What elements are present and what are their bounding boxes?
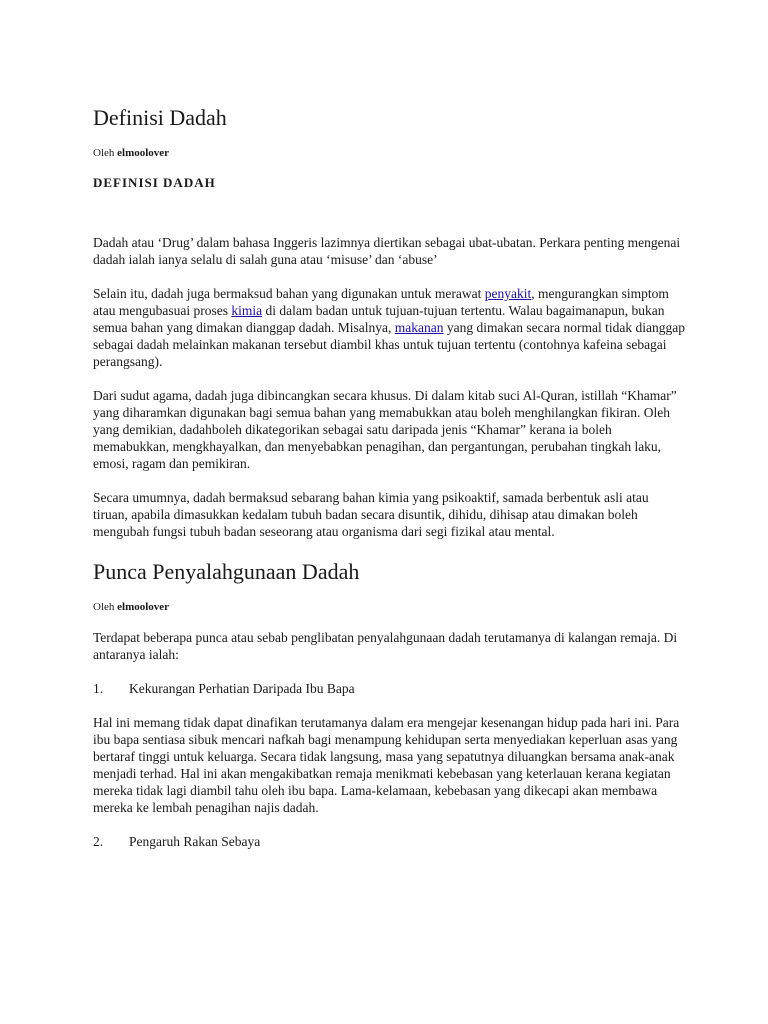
byline-prefix: Oleh — [93, 147, 118, 159]
list-item-text: Kekurangan Perhatian Daripada Ibu Bapa — [129, 681, 355, 696]
byline — [93, 600, 685, 614]
paragraph-text: Selain itu, dadah juga bermaksud bahan yang digunakan untuk merawat — [93, 286, 485, 301]
document-content — [93, 104, 685, 850]
list-item — [93, 833, 685, 850]
paragraph: Secara umumnya, dadah bermaksud sebarang bahan kimia yang psikoaktif, samada berbentuk asli atau tiruan, apabila dimasukkan kedalam tubuh badan secara disuntik, dihidu, dihisap atau dimakan boleh mengubah fungsi tubuh badan seseorang atau organisma dari segi fizikal atau mental. — [93, 490, 649, 539]
author-name: elmoolover — [117, 601, 170, 613]
paragraph-text: yang dimakan secara normal tidak dianggap sebagai dadah melainkan makanan tersebut diambil khas untuk tujuan tertentu (contohnya kafeina sebagai perangsang). — [93, 320, 685, 369]
list-number: 1. — [93, 681, 104, 696]
author-name: elmoolover — [117, 147, 170, 159]
link-kimia[interactable]: kimia — [231, 303, 263, 318]
article-title: Definisi Dadah — [93, 105, 227, 130]
byline-prefix: Oleh — [93, 601, 118, 613]
list-item-text: Pengaruh Rakan Sebaya — [129, 834, 261, 849]
list-number: 2. — [93, 834, 104, 849]
paragraph: Dadah atau ‘Drug’ dalam bahasa Inggeris lazimnya diertikan sebagai ubat-ubatan. Perkara penting mengenai dadah ialah ianya selalu di salah guna atau ‘misuse’ dan ‘abuse’ — [93, 235, 681, 267]
link-penyakit[interactable]: penyakit — [484, 286, 532, 301]
article-title: Punca Penyalahgunaan Dadah — [93, 559, 360, 584]
section-subheading: DEFINISI DADAH — [93, 175, 216, 190]
paragraph: Dari sudut agama, dadah juga dibincangkan secara khusus. Di dalam kitab suci Al-Quran, istillah “Khamar” yang diharamkan digunakan bagi semua bahan yang memabukkan atau boleh menghilangkan fikiran. Oleh yang demikian, dadahboleh dikategorikan sebagai satu daripada jenis “Khamar” kerana ia boleh memabukkan, mengkhayalkan, dan menyebabkan penagihan, dan pergantungan, perubahan tingkah laku, emosi, ragam dan pemikiran. — [93, 388, 677, 471]
link-makanan[interactable]: makanan — [394, 320, 444, 335]
paragraph: Terdapat beberapa punca atau sebab penglibatan penyalahgunaan dadah terutamanya di kalangan remaja. Di antaranya ialah: — [93, 630, 678, 662]
byline — [93, 146, 685, 160]
paragraph-text: di dalam badan untuk tujuan-tujuan tertentu. Walau bagaimanapun, bukan semua bahan yang dimakan dianggap dadah. Misalnya, — [93, 303, 665, 335]
paragraph-text: , mengurangkan simptom atau mengubasuai proses — [93, 286, 669, 318]
list-item — [93, 680, 685, 697]
paragraph: Hal ini memang tidak dapat dinafikan terutamanya dalam era mengejar kesenangan hidup pada hari ini. Para ibu bapa sentiasa sibuk mencari nafkah bagi menampung kehidupan serta menyediakan keperluan asas yang bertaraf tinggi untuk keluarga. Secara tidak langsung, masa yang sepatutnya diluangkan bersama anak-anak menjadi terhad. Hal ini akan mengakibatkan remaja menikmati kebebasan yang keterlauan kerana kegiatan mereka tidak lagi diambil tahu oleh ibu bapa. Lama-kelamaan, kebebasan yang dikecapi akan membawa mereka ke lembah penagihan najis dadah. — [93, 715, 680, 815]
paragraph — [93, 285, 685, 370]
